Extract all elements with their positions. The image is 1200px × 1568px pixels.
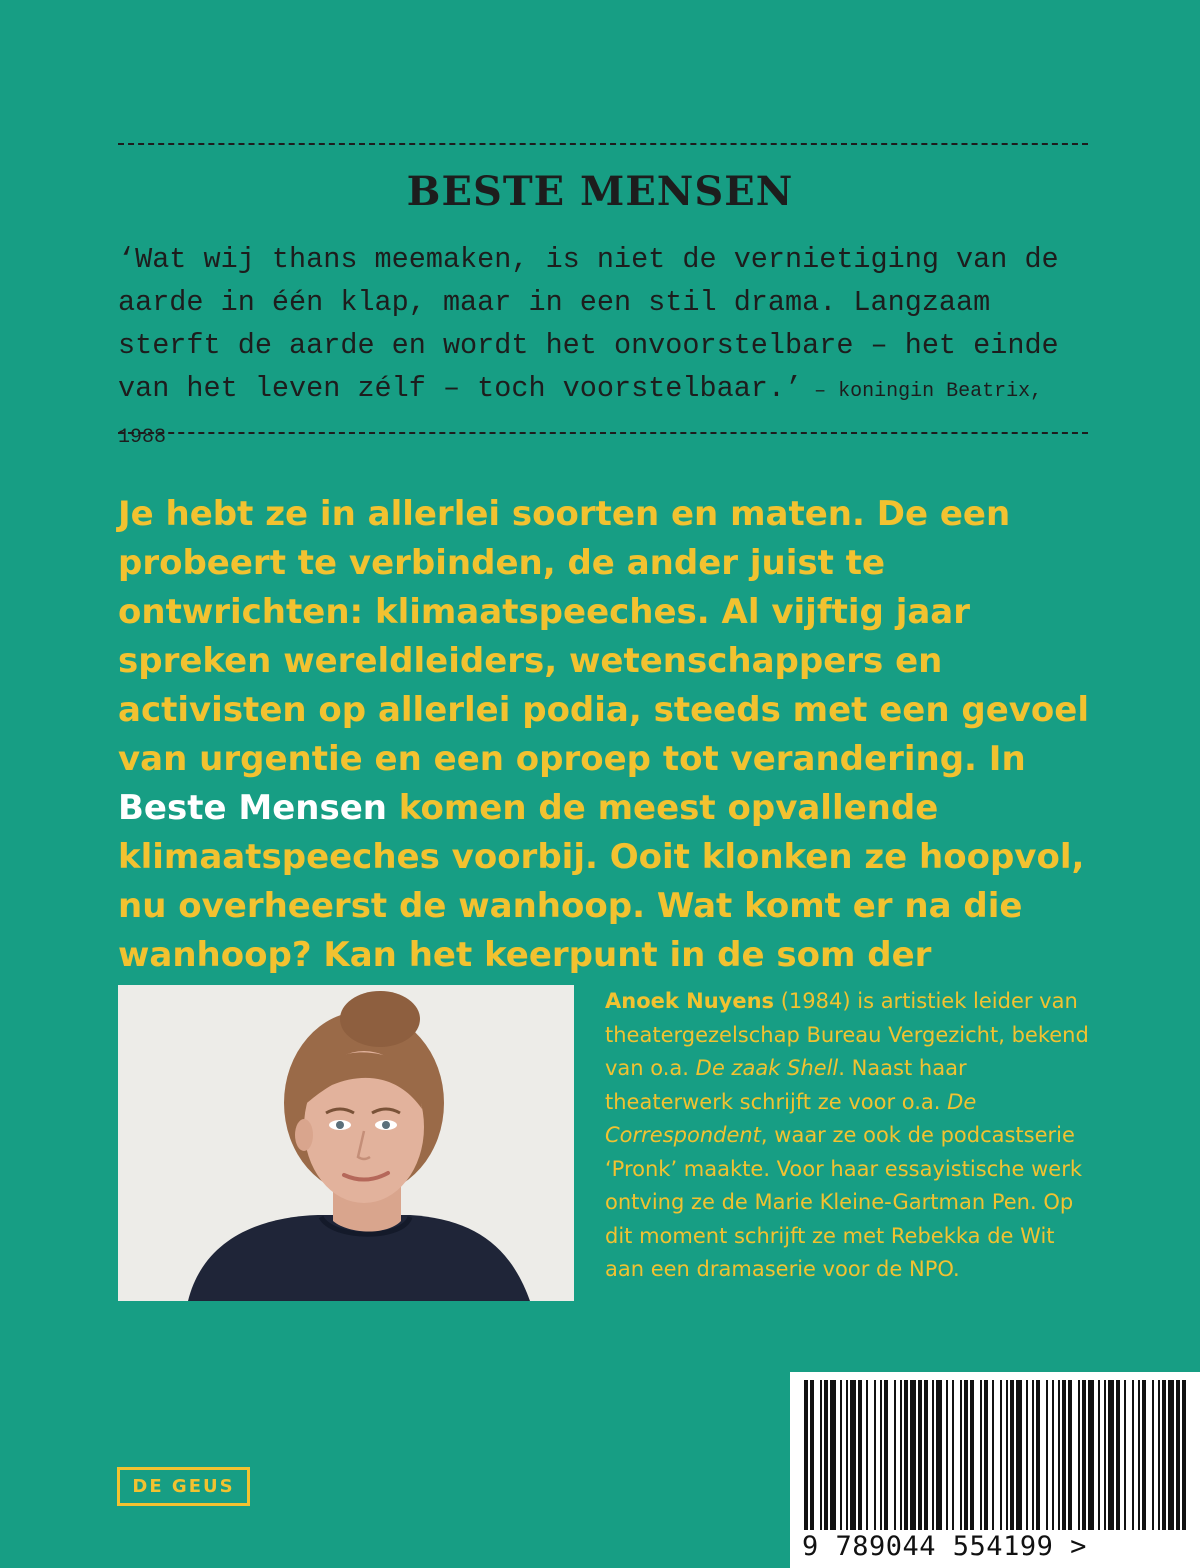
barcode-bars xyxy=(790,1372,1200,1532)
author-bio xyxy=(605,985,1093,1287)
epigraph-quote xyxy=(118,238,1098,459)
bio-text-2: . Naast haar theaterwerk schrijft ze voor o.a. xyxy=(605,1056,967,1114)
publisher-logo: DE GEUS xyxy=(117,1467,250,1506)
dashed-divider-bottom xyxy=(118,432,1088,434)
isbn-digits: 9 789044 554199 > xyxy=(802,1531,1087,1562)
bio-work-2: De Correspondent xyxy=(605,1089,977,1147)
author-name: Anoek Nuyens xyxy=(605,989,775,1013)
book-title: BESTE MENSEN xyxy=(406,168,794,215)
bio-text-3: , waar ze ook de podcastserie ‘Pronk’ maakte. Voor haar essayistische werk ontving ze de Marie Kleine-Gartman Pen. Op dit moment schrijft ze met Rebekka de Wit aan een dramaserie voor de NPO. xyxy=(605,1123,1082,1281)
blurb-part-2: komen de meest opvallende klimaatspeeches voorbij. Ooit klonken ze hoopvol, nu overheerst de wanhoop. Wat komt er na die wanhoop? Kan het keerpunt in de som der xyxy=(118,788,1085,975)
bio-work-1: De zaak Shell xyxy=(695,1056,839,1080)
author-photo xyxy=(118,985,574,1301)
quote-attribution: – koningin Beatrix, 1988 xyxy=(118,380,1043,449)
back-cover-blurb xyxy=(118,490,1093,1029)
bio-text-1: (1984) is artistiek leider van theatergezelschap Bureau Vergezicht, bekend van o.a. xyxy=(605,989,1089,1080)
blurb-part-1: Je hebt ze in allerlei soorten en maten. De een probeert te verbinden, de ander juist te ontwrichten: klimaatspeeches. Al vijftig jaar spreken wereldleiders, wetenschappers en activisten op allerlei podia, steeds met een gevoel van urgentie en een oproep tot verandering. In xyxy=(118,494,1090,779)
quote-text: ‘Wat wij thans meemaken, is niet de vernietiging van de aarde in één klap, maar in een stil drama. Langzaam sterft de aarde en wordt het onvoorstelbare – het einde van het leven zélf – toch voorstelbaar.’ xyxy=(118,243,1059,405)
dashed-divider-top xyxy=(118,143,1088,145)
isbn-barcode xyxy=(790,1372,1200,1568)
blurb-title-highlight: Beste Mensen xyxy=(118,788,387,828)
author-portrait-illustration xyxy=(118,985,574,1301)
